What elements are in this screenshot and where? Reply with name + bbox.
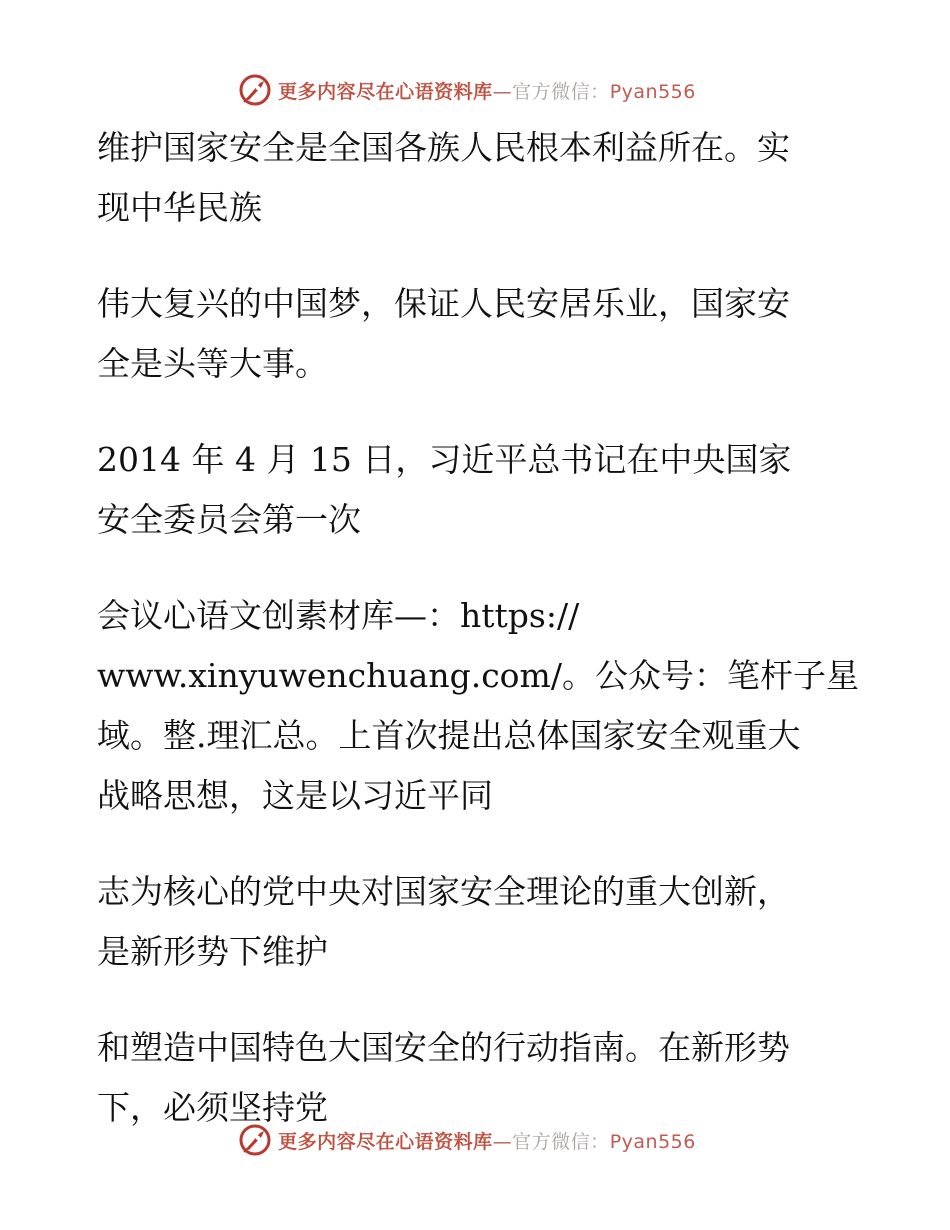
text-line: 维护国家安全是全国各族人民根本利益所在。实 <box>97 128 790 167</box>
header-banner-main: 更多内容尽在心语资料库 <box>278 80 493 103</box>
text-line: 全是头等大事。 <box>97 344 328 383</box>
paragraph <box>97 274 837 394</box>
footer-banner-dash: — <box>492 1130 513 1153</box>
footer-banner-label: 官方微信： <box>512 1130 610 1153</box>
text-line: 域。整.理汇总。上首次提出总体国家安全观重大 <box>97 716 801 755</box>
document-body <box>97 118 859 1138</box>
paragraph <box>97 430 837 550</box>
footer-banner-id: Pyan556 <box>609 1130 696 1153</box>
quill-logo-icon <box>238 73 272 107</box>
text-line: 战略思想，这是以习近平同 <box>97 776 493 815</box>
paragraph <box>97 586 859 826</box>
footer-banner-main: 更多内容尽在心语资料库 <box>278 1130 493 1153</box>
header-banner-label: 官方微信： <box>512 80 610 103</box>
text-line: 会议心语文创素材库—：https:// <box>97 596 580 635</box>
header-banner-dash: — <box>492 80 513 103</box>
text-line: 志为核心的党中央对国家安全理论的重大创新， <box>97 872 790 911</box>
header-banner <box>0 70 950 110</box>
text-line: 2014 年 4 月 15 日，习近平总书记在中央国家 <box>97 440 792 479</box>
text-line: 现中华民族 <box>97 188 262 227</box>
text-line: 和塑造中国特色大国安全的行动指南。在新形势 <box>97 1028 790 1067</box>
text-line: 伟大复兴的中国梦，保证人民安居乐业，国家安 <box>97 284 790 323</box>
paragraph <box>97 862 837 982</box>
text-line: 安全委员会第一次 <box>97 500 361 539</box>
text-line: 下，必须坚持党 <box>97 1088 328 1127</box>
text-line: 是新形势下维护 <box>97 932 328 971</box>
header-banner-id: Pyan556 <box>609 80 696 103</box>
paragraph <box>97 118 837 238</box>
footer-banner <box>0 1120 950 1160</box>
quill-logo-icon <box>238 1123 272 1157</box>
text-line: www.xinyuwenchuang.com/。公众号：笔杆子星 <box>97 656 859 695</box>
